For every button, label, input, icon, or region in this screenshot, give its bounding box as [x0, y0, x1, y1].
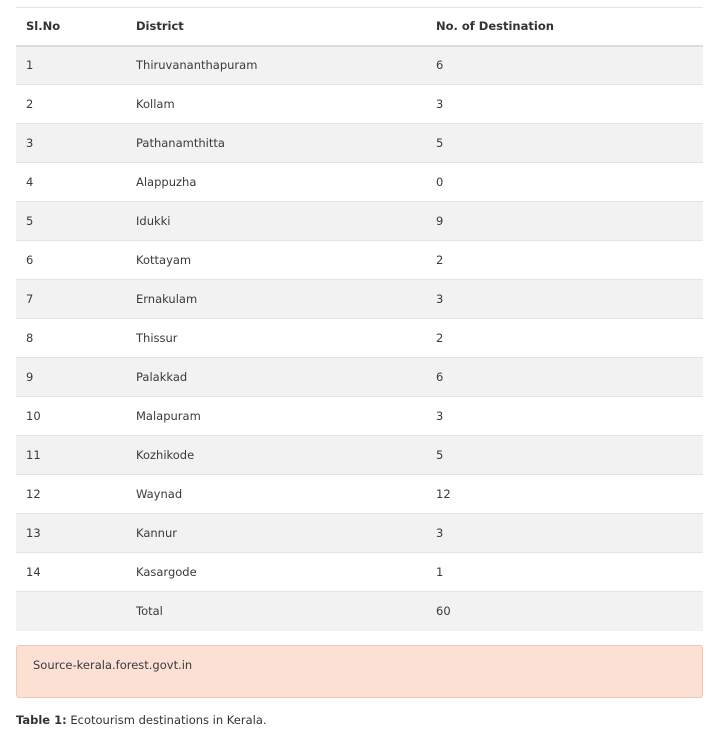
- cell-district: Thiruvananthapuram: [126, 46, 426, 85]
- cell-district: Kollam: [126, 85, 426, 124]
- cell-district: Kannur: [126, 514, 426, 553]
- cell-slno: 2: [16, 85, 126, 124]
- total-slno-cell: [16, 592, 126, 631]
- caption-text: Ecotourism destinations in Kerala.: [66, 713, 267, 727]
- cell-slno: 11: [16, 436, 126, 475]
- table-row: [16, 241, 703, 280]
- table-row: [16, 163, 703, 202]
- cell-destinations: 1: [426, 553, 703, 592]
- table-row: [16, 358, 703, 397]
- cell-district: Palakkad: [126, 358, 426, 397]
- cell-destinations: 3: [426, 280, 703, 319]
- cell-slno: 5: [16, 202, 126, 241]
- cell-district: Kottayam: [126, 241, 426, 280]
- table-row: [16, 553, 703, 592]
- cell-slno: 8: [16, 319, 126, 358]
- table-row: [16, 46, 703, 85]
- table-row: [16, 436, 703, 475]
- table-row: [16, 85, 703, 124]
- cell-district: Malapuram: [126, 397, 426, 436]
- source-note: [16, 645, 703, 698]
- cell-destinations: 2: [426, 241, 703, 280]
- cell-destinations: 3: [426, 397, 703, 436]
- header-slno: Sl.No: [16, 8, 126, 46]
- table-row: [16, 319, 703, 358]
- cell-district: Idukki: [126, 202, 426, 241]
- cell-slno: 10: [16, 397, 126, 436]
- cell-district: Kasargode: [126, 553, 426, 592]
- cell-destinations: 3: [426, 514, 703, 553]
- table-row: [16, 124, 703, 163]
- cell-slno: 7: [16, 280, 126, 319]
- cell-slno: 12: [16, 475, 126, 514]
- cell-district: Pathanamthitta: [126, 124, 426, 163]
- table-row: [16, 280, 703, 319]
- cell-district: Kozhikode: [126, 436, 426, 475]
- cell-slno: 6: [16, 241, 126, 280]
- table-row: [16, 514, 703, 553]
- cell-destinations: 6: [426, 358, 703, 397]
- table-row: [16, 202, 703, 241]
- cell-destinations: 2: [426, 319, 703, 358]
- destinations-table: [16, 7, 703, 631]
- caption-label: Table 1:: [16, 713, 67, 727]
- cell-destinations: 5: [426, 436, 703, 475]
- cell-slno: 13: [16, 514, 126, 553]
- total-label: Total: [126, 592, 426, 631]
- cell-district: Alappuzha: [126, 163, 426, 202]
- table-header-row: [16, 8, 703, 46]
- cell-slno: 4: [16, 163, 126, 202]
- cell-slno: 9: [16, 358, 126, 397]
- cell-district: Ernakulam: [126, 280, 426, 319]
- header-district: District: [126, 8, 426, 46]
- source-text: Source-kerala.forest.govt.in: [33, 658, 193, 672]
- header-destinations: No. of Destination: [426, 8, 703, 46]
- cell-destinations: 5: [426, 124, 703, 163]
- cell-destinations: 3: [426, 85, 703, 124]
- table-row: [16, 397, 703, 436]
- cell-destinations: 6: [426, 46, 703, 85]
- cell-district: Waynad: [126, 475, 426, 514]
- table-caption: [16, 713, 267, 727]
- cell-destinations: 9: [426, 202, 703, 241]
- cell-slno: 3: [16, 124, 126, 163]
- total-value: 60: [426, 592, 703, 631]
- destinations-table-container: [16, 7, 703, 631]
- cell-slno: 1: [16, 46, 126, 85]
- cell-slno: 14: [16, 553, 126, 592]
- cell-destinations: 12: [426, 475, 703, 514]
- table-total-row: [16, 592, 703, 631]
- cell-destinations: 0: [426, 163, 703, 202]
- cell-district: Thissur: [126, 319, 426, 358]
- table-row: [16, 475, 703, 514]
